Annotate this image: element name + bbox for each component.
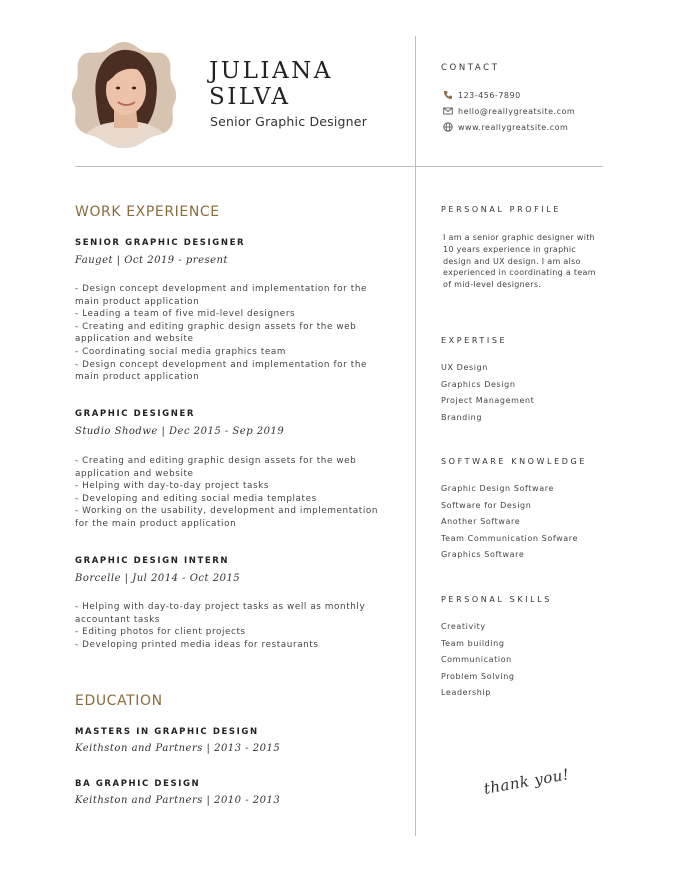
list-item: Team building: [441, 638, 505, 648]
phone-text: 123-456-7890: [458, 90, 521, 100]
list-item: Problem Solving: [441, 671, 515, 681]
degree-school-dates: Keithston and Partners | 2013 - 2015: [75, 743, 281, 754]
skills-heading: PERSONAL SKILLS: [441, 595, 552, 604]
first-name: JULIANA: [209, 58, 333, 84]
skills-list: [441, 619, 515, 702]
degree-title: MASTERS IN GRAPHIC DESIGN: [75, 727, 259, 737]
bullet-line: for the main product application: [75, 518, 237, 529]
list-item: Another Software: [441, 517, 521, 526]
profile-text: I am a senior graphic designer with 10 years experience in graphic design and UX design. I am also experienced in coordinating a team of mid-level designers.: [443, 233, 596, 290]
list-item: Communication: [441, 655, 512, 664]
job-company-dates: Borcelle | Jul 2014 - Oct 2015: [75, 573, 241, 584]
contact-website: [443, 122, 568, 132]
work-experience-heading: WORK EXPERIENCE: [75, 204, 220, 220]
degree-title: BA GRAPHIC DESIGN: [75, 779, 201, 789]
bullet-line: - Creating and editing graphic design assets for the web: [75, 321, 357, 332]
candidate-name: [209, 58, 333, 110]
list-item: UX Design: [441, 363, 488, 372]
contact-email: [443, 106, 575, 116]
list-item: Leadership: [441, 688, 491, 697]
bullet-line: - Working on the usability, development and implementation: [75, 506, 379, 517]
bullet-line: main product application: [75, 372, 200, 383]
software-heading: SOFTWARE KNOWLEDGE: [441, 457, 587, 466]
list-item: Graphics Design: [441, 379, 516, 389]
bullet-line: - Helping with day-to-day project tasks as well as monthly: [75, 602, 366, 612]
bullet-line: - Developing and editing social media templates: [75, 493, 317, 504]
contact-phone: [443, 90, 521, 100]
job-role: Senior Graphic Designer: [210, 114, 368, 129]
job-bullets: [75, 601, 395, 651]
job-company-dates: Studio Shodwe | Dec 2015 - Sep 2019: [75, 426, 285, 437]
bullet-line: application and website: [75, 334, 194, 345]
degree-school-dates: Keithston and Partners | 2010 - 2013: [75, 795, 281, 806]
bullet-line: - Creating and editing graphic design assets for the web: [75, 456, 357, 466]
bullet-line: - Design concept development and implementation for the: [75, 284, 368, 294]
job-bullets: [75, 283, 395, 384]
website-text: www.reallygreatsite.com: [458, 122, 569, 132]
bullet-line: accountant tasks: [75, 614, 160, 625]
horizontal-divider: [75, 166, 603, 167]
profile-photo: [68, 38, 180, 150]
list-item: Team Communication Sofware: [441, 533, 579, 543]
job-title: GRAPHIC DESIGNER: [75, 409, 195, 419]
list-item: Creativity: [441, 622, 486, 631]
list-item: Branding: [441, 412, 482, 422]
bullet-line: - Design concept development and implementation for the: [75, 359, 368, 370]
job-title: SENIOR GRAPHIC DESIGNER: [75, 238, 246, 248]
job-company-dates: Fauget | Oct 2019 - present: [75, 255, 229, 266]
job-bullets: [75, 455, 395, 531]
expertise-list: [441, 360, 534, 426]
bullet-line: - Coordinating social media graphics team: [75, 346, 287, 357]
email-text: hello@reallygreatsite.com: [458, 106, 576, 116]
bullet-line: - Leading a team of five mid-level designers: [75, 309, 296, 320]
mail-icon: [443, 106, 453, 116]
phone-icon: [443, 90, 453, 100]
list-item: Software for Design: [441, 500, 532, 510]
education-heading: EDUCATION: [75, 693, 163, 709]
bullet-line: - Editing photos for client projects: [75, 627, 246, 638]
software-list: [441, 481, 578, 564]
profile-heading: PERSONAL PROFILE: [441, 205, 562, 214]
contact-heading: CONTACT: [441, 63, 500, 73]
expertise-heading: EXPERTISE: [441, 336, 508, 345]
job-title: GRAPHIC DESIGN INTERN: [75, 556, 230, 566]
bullet-line: main product application: [75, 296, 200, 307]
globe-icon: [443, 122, 453, 132]
bullet-line: application and website: [75, 468, 194, 479]
list-item: Graphic Design Software: [441, 484, 554, 493]
list-item: Project Management: [441, 396, 535, 405]
last-name: SILVA: [209, 84, 291, 110]
vertical-divider: [415, 36, 416, 836]
list-item: Graphics Software: [441, 550, 525, 559]
bullet-line: - Helping with day-to-day project tasks: [75, 481, 270, 492]
bullet-line: - Developing printed media ideas for restaurants: [75, 639, 319, 650]
signoff-note: thank you!: [482, 765, 571, 798]
